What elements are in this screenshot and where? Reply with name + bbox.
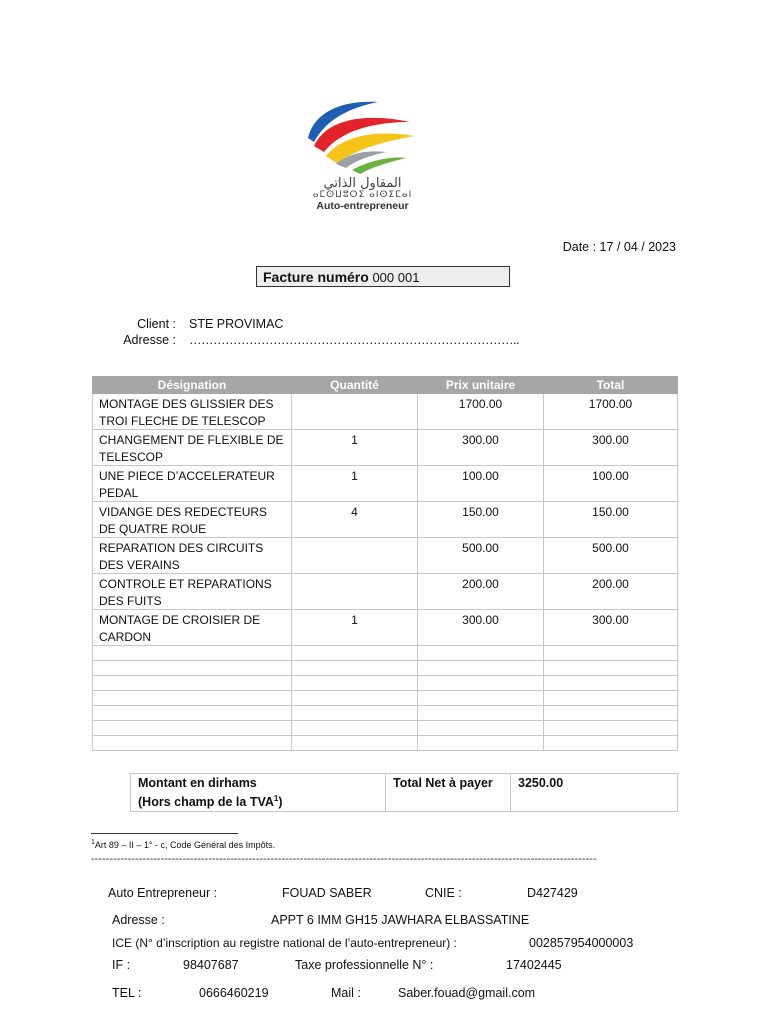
amount-label-close: ) — [278, 795, 283, 810]
table-row — [93, 430, 678, 466]
ice-label: ICE (N° d’inscription au registre national de l’auto-entrepreneur) : — [112, 936, 457, 950]
invoice-number-value: 000 001 — [372, 270, 420, 285]
cell-unit-price: 200.00 — [418, 574, 544, 610]
cell-unit-price: 300.00 — [418, 610, 544, 646]
net-total-label: Total Net à payer — [386, 774, 511, 812]
footer-address-label: Adresse : — [112, 913, 165, 927]
cell-designation: UNE PIECE D’ACCELERATEUR PEDAL — [93, 466, 292, 502]
address-value: ……………………………………………………………………….. — [189, 333, 519, 347]
cell-total: 500.00 — [544, 538, 678, 574]
net-total-value: 3250.00 — [511, 774, 678, 812]
taxe-value: 17402445 — [506, 958, 562, 972]
column-header-designation: Désignation — [93, 377, 292, 394]
cell-designation: REPARATION DES CIRCUITS DES VERAINS — [93, 538, 292, 574]
mail-label: Mail : — [331, 986, 361, 1000]
auto-entrepreneur-label: Auto Entrepreneur : — [108, 886, 218, 900]
table-row — [93, 466, 678, 502]
amount-label-line2: (Hors champ de la TVA — [138, 795, 274, 810]
cell-unit-price: 1700.00 — [418, 394, 544, 430]
table-header-row — [93, 377, 678, 394]
cell-total: 100.00 — [544, 466, 678, 502]
cell-quantity: 1 — [292, 430, 418, 466]
mail-value: Saber.fouad@gmail.com — [398, 986, 536, 1000]
empty-table-row — [93, 736, 678, 751]
amount-label-line1: Montant en dirhams — [138, 776, 257, 790]
cell-designation: VIDANGE DES REDECTEURS DE QUATRE ROUE — [93, 502, 292, 538]
column-header-unit-price: Prix unitaire — [418, 377, 544, 394]
tel-label: TEL : — [112, 986, 142, 1000]
cell-quantity — [292, 574, 418, 610]
table-row — [93, 502, 678, 538]
invoice-number-box — [256, 266, 510, 287]
footnote-mark: 1 — [91, 839, 95, 846]
table-row — [93, 574, 678, 610]
cell-quantity — [292, 394, 418, 430]
cell-total: 1700.00 — [544, 394, 678, 430]
table-row — [93, 394, 678, 430]
cell-unit-price: 500.00 — [418, 538, 544, 574]
amount-label-cell — [131, 774, 386, 812]
logo-arabic-text: المقاول الذاتي — [323, 176, 402, 191]
footnote-divider — [91, 833, 238, 834]
cnie-label: CNIE : — [425, 886, 462, 900]
column-header-total: Total — [544, 377, 678, 394]
if-value: 98407687 — [183, 958, 239, 972]
tel-value: 0666460219 — [199, 986, 269, 1000]
empty-table-row — [93, 691, 678, 706]
dashed-separator: ------------------------------------------------------------------------------------------------------------------------------------------ — [91, 853, 597, 865]
cell-quantity: 4 — [292, 502, 418, 538]
cell-quantity: 1 — [292, 466, 418, 502]
client-value: STE PROVIMAC — [189, 317, 284, 331]
invoice-number-label: Facture numéro — [263, 269, 369, 285]
cell-total: 200.00 — [544, 574, 678, 610]
client-label: Client : — [137, 317, 176, 331]
totals-row — [131, 774, 678, 812]
cell-unit-price: 100.00 — [418, 466, 544, 502]
taxe-label: Taxe professionnelle N° : — [295, 958, 434, 972]
cell-total: 300.00 — [544, 430, 678, 466]
column-header-quantity: Quantité — [292, 377, 418, 394]
cell-designation: MONTAGE DE CROISIER DE CARDON — [93, 610, 292, 646]
empty-table-row — [93, 706, 678, 721]
ice-value: 002857954000003 — [529, 936, 634, 950]
invoice-items-table — [92, 376, 678, 751]
empty-table-row — [93, 676, 678, 691]
empty-table-row — [93, 661, 678, 676]
cell-designation: CONTROLE ET REPARATIONS DES FUITS — [93, 574, 292, 610]
cnie-value: D427429 — [527, 886, 578, 900]
address-label: Adresse : — [123, 333, 176, 347]
cell-designation: MONTAGE DES GLISSIER DES TROI FLECHE DE TELESCOP — [93, 394, 292, 430]
footnote-text: Art 89 – II – 1° - c, Code Général des Impôts. — [94, 840, 276, 850]
footer-address-value: APPT 6 IMM GH15 JAWHARA ELBASSATINE — [271, 913, 530, 927]
empty-table-row — [93, 646, 678, 661]
empty-table-row — [93, 721, 678, 736]
totals-table — [130, 773, 678, 812]
cell-unit-price: 300.00 — [418, 430, 544, 466]
cell-quantity: 1 — [292, 610, 418, 646]
footnote — [91, 839, 275, 850]
logo-tifinagh-text: ⴰⵎⵙⵡⵓⵔⵉ ⴰⵏⵙⵉⵎⴰⵏ — [312, 190, 413, 200]
table-row — [93, 610, 678, 646]
logo-text: Auto-entrepreneur — [316, 200, 409, 212]
footnote-reference: 1 — [273, 794, 279, 803]
cell-quantity — [292, 538, 418, 574]
cell-unit-price: 150.00 — [418, 502, 544, 538]
cell-total: 150.00 — [544, 502, 678, 538]
invoice-date — [540, 240, 676, 254]
table-row — [93, 538, 678, 574]
cell-total: 300.00 — [544, 610, 678, 646]
cell-designation: CHANGEMENT DE FLEXIBLE DE TELESCOP — [93, 430, 292, 466]
auto-entrepreneur-value: FOUAD SABER — [282, 886, 372, 900]
date-value: 17 / 04 / 2023 — [599, 240, 676, 254]
if-label: IF : — [112, 958, 131, 972]
logo-green-swoosh — [352, 158, 406, 175]
date-label: Date : — [562, 240, 600, 254]
